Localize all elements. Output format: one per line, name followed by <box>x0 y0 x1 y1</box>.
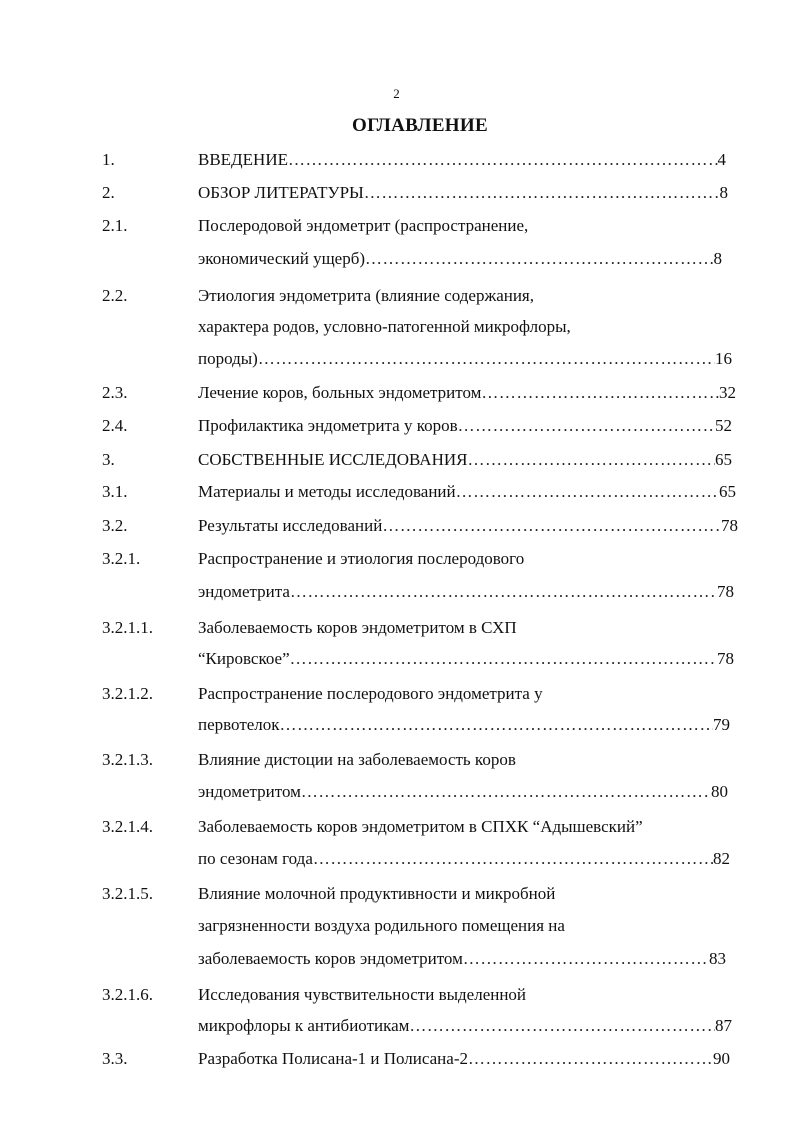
leader-dots <box>456 481 719 503</box>
toc-entry-text: Исследования чувствительности выделенной <box>198 985 527 1004</box>
toc-entry-line <box>198 781 728 803</box>
toc-entry-text: характера родов, условно-патогенной микрофлоры, <box>198 317 571 336</box>
toc-entry-number: 2. <box>102 183 115 202</box>
toc-page-number: 78 <box>721 516 738 535</box>
toc-entry-number: 2.2. <box>102 286 128 305</box>
toc-entry-line <box>198 515 738 537</box>
toc-entry-line <box>198 648 734 670</box>
toc-entry-line <box>198 848 730 870</box>
toc-entry-text: эндометритом <box>198 782 301 801</box>
toc-entry-line <box>198 714 730 736</box>
toc-entry-number: 2.4. <box>102 416 128 435</box>
toc-entry-text: микрофлоры к антибиотикам <box>198 1016 410 1035</box>
toc-entry-text: Влияние молочной продуктивности и микробной <box>198 884 556 903</box>
toc-entry-text: заболеваемость коров эндометритом <box>198 949 463 968</box>
toc-entry-text: экономический ущерб) <box>198 249 366 268</box>
toc-entry-line <box>198 948 726 970</box>
leader-dots <box>467 449 715 471</box>
toc-entry-number: 2.3. <box>102 383 128 402</box>
toc-entry-line <box>198 248 722 270</box>
toc-entry-number: 3.2.1.6. <box>102 985 153 1004</box>
toc-entry-text: Лечение коров, больных эндометритом <box>198 383 482 402</box>
leader-dots <box>288 149 718 171</box>
toc-page-number: 52 <box>715 416 732 435</box>
toc-entry-text: Профилактика эндометрита у коров <box>198 416 458 435</box>
leader-dots <box>481 382 719 404</box>
toc-page-number: 32 <box>719 383 736 402</box>
leader-dots <box>290 648 717 670</box>
toc-entry-number: 3.2. <box>102 516 128 535</box>
toc-entry-number: 3.2.1.5. <box>102 884 153 903</box>
toc-page-number: 65 <box>715 450 732 469</box>
leader-dots <box>290 581 717 603</box>
toc-entry-text: “Кировское” <box>198 649 290 668</box>
toc-entry-number: 3.2.1.2. <box>102 684 153 703</box>
toc-entry-text: породы) <box>198 349 258 368</box>
toc-entry-number: 3. <box>102 450 115 469</box>
toc-page-number: 78 <box>717 582 734 601</box>
toc-entry-text: СОБСТВЕННЫЕ ИССЛЕДОВАНИЯ <box>198 450 468 469</box>
toc-entry-number: 1. <box>102 150 115 169</box>
toc-entry-text: Материалы и методы исследований <box>198 482 456 501</box>
toc-entry-text: загрязненности воздуха родильного помещения на <box>198 916 565 935</box>
toc-entry-number: 3.2.1.3. <box>102 750 153 769</box>
leader-dots <box>382 515 721 537</box>
toc-entry-text: ВВЕДЕНИЕ <box>198 150 288 169</box>
toc-entry-line <box>198 481 736 503</box>
leader-dots <box>463 948 709 970</box>
toc-page-number: 90 <box>713 1049 730 1068</box>
toc-page-number: 87 <box>715 1016 732 1035</box>
toc-entry-number: 3.3. <box>102 1049 128 1068</box>
page-number: 2 <box>393 86 400 101</box>
toc-entry-text: эндометрита <box>198 582 290 601</box>
toc-entry-text: Послеродовой эндометрит (распространение, <box>198 216 529 235</box>
toc-page-number: 80 <box>711 782 728 801</box>
toc-entry-text: по сезонам года <box>198 849 313 868</box>
leader-dots <box>468 1048 713 1070</box>
toc-entry-number: 3.2.1.4. <box>102 817 153 836</box>
toc-page-number: 8 <box>719 183 728 202</box>
toc-page-number: 16 <box>715 349 732 368</box>
toc-entry-text: Влияние дистоции на заболеваемость коров <box>198 750 516 769</box>
toc-page-number: 82 <box>713 849 730 868</box>
toc-entry-line <box>198 182 728 204</box>
toc-page-number: 8 <box>713 249 722 268</box>
leader-dots <box>258 348 715 370</box>
leader-dots <box>280 714 713 736</box>
toc-entry-number: 3.1. <box>102 482 128 501</box>
toc-entry-text: Заболеваемость коров эндометритом в СХП <box>198 618 517 637</box>
toc-page-number: 4 <box>717 150 726 169</box>
toc-page-number: 65 <box>719 482 736 501</box>
leader-dots <box>364 182 720 204</box>
toc-entry-line <box>198 382 736 404</box>
toc-page-number: 79 <box>713 715 730 734</box>
leader-dots <box>301 781 711 803</box>
toc-entry-text: Этиология эндометрита (влияние содержания, <box>198 286 534 305</box>
toc-entry-text: Разработка Полисана-1 и Полисана-2 <box>198 1049 468 1068</box>
toc-entry-text: Результаты исследований <box>198 516 383 535</box>
toc-page-number: 78 <box>717 649 734 668</box>
toc-entry-line <box>198 1015 732 1037</box>
leader-dots <box>409 1015 715 1037</box>
leader-dots <box>365 248 713 270</box>
toc-entry-line <box>198 415 732 437</box>
toc-entry-text: Распространение послеродового эндометрита у <box>198 684 543 703</box>
toc-entry-text: первотелок <box>198 715 280 734</box>
toc-entry-text: Распространение и этиология послеродового <box>198 549 525 568</box>
toc-entry-line <box>198 449 732 471</box>
leader-dots <box>313 848 713 870</box>
toc-entry-line <box>198 149 726 171</box>
toc-entry-line <box>198 1048 730 1070</box>
toc-title: ОГЛАВЛЕНИЕ <box>352 115 488 136</box>
toc-entry-line <box>198 581 734 603</box>
leader-dots <box>458 415 715 437</box>
toc-entry-line <box>198 348 732 370</box>
toc-entry-number: 3.2.1.1. <box>102 618 153 637</box>
toc-entry-text: Заболеваемость коров эндометритом в СПХК “Адышевский” <box>198 817 643 836</box>
toc-entry-number: 3.2.1. <box>102 549 141 568</box>
toc-entry-text: ОБЗОР ЛИТЕРАТУРЫ <box>198 183 364 202</box>
toc-entry-number: 2.1. <box>102 216 128 235</box>
toc-page-number: 83 <box>709 949 726 968</box>
